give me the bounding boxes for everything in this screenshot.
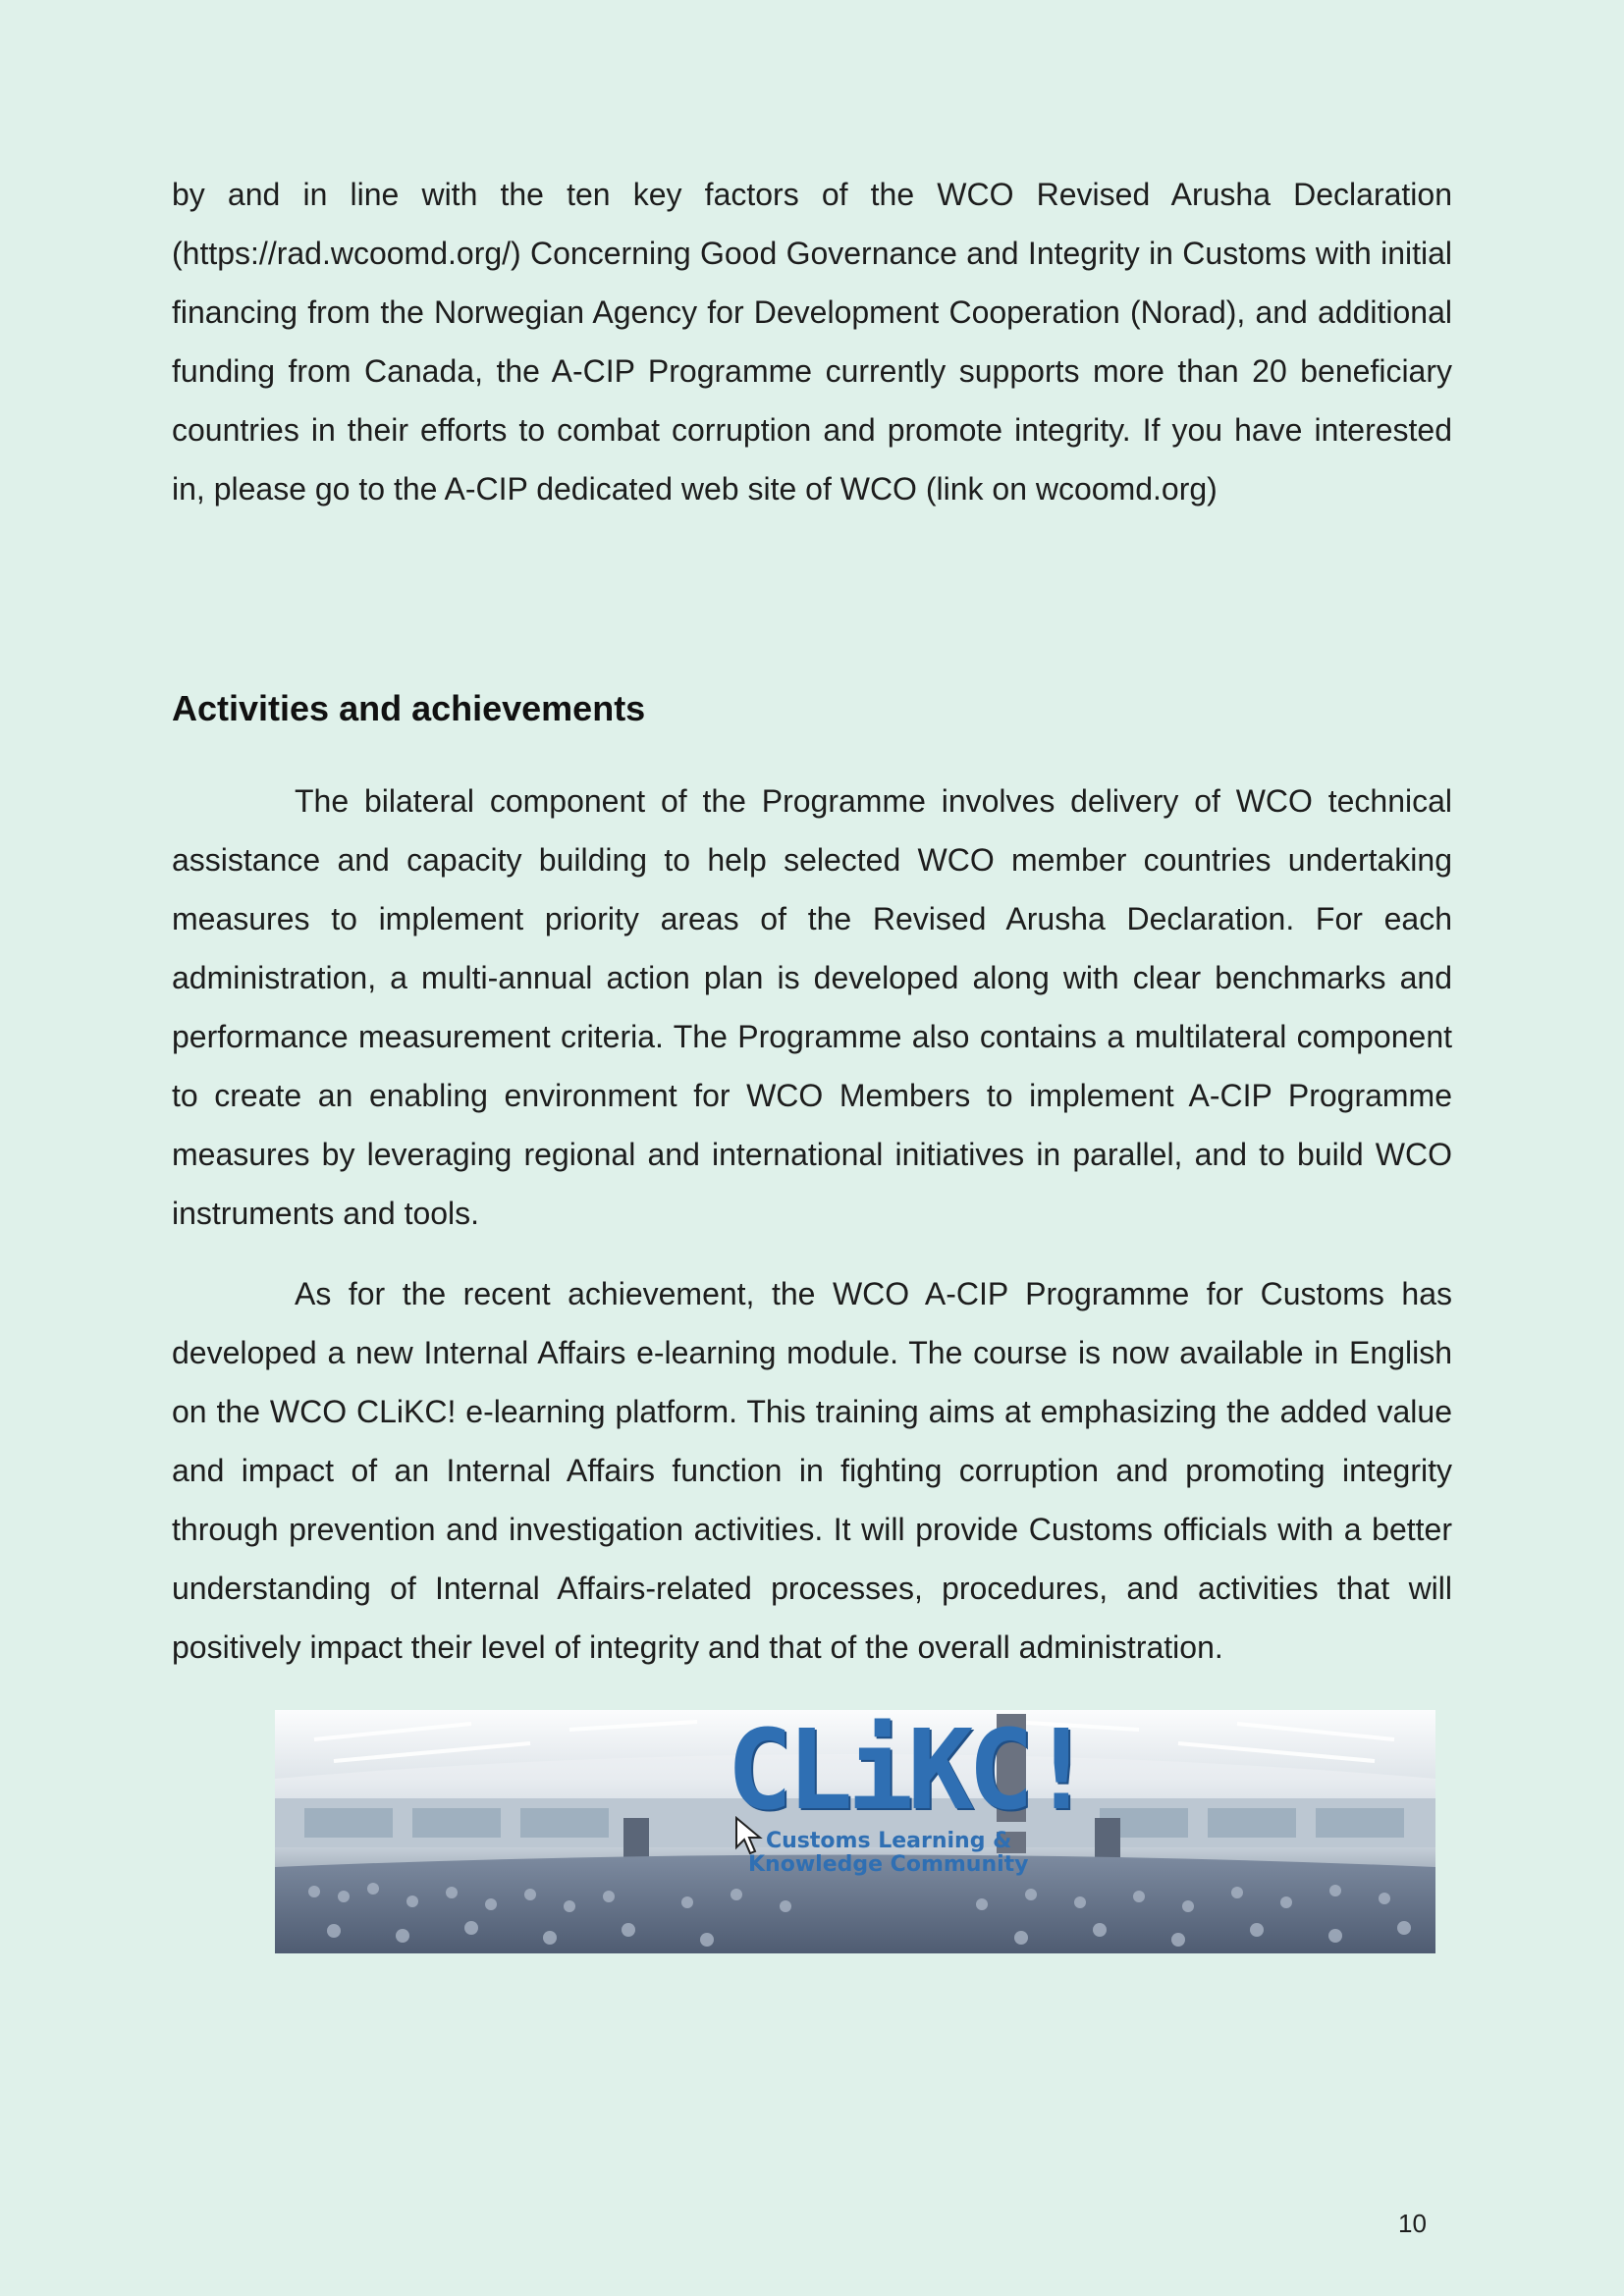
clikc-subtitle-line2: Knowledge Community bbox=[748, 1852, 1029, 1877]
achievement-paragraph: As for the recent achievement, the WCO A-CIP Programme for Customs has developed a new Internal Affairs e-learning module. The course is now available in English on the WCO CLiKC! e-learning platform. This training aims at emphasizing the added value and impact of an Internal Affairs function in fighting corruption and promoting integrity through prevention and investigation activities. It will provide Customs officials with a better understanding of Internal Affairs-related processes, procedures, and activities that will positively impact their level of integrity and that of the overall administration. bbox=[172, 1276, 1452, 1665]
clikc-logo-text: CLiKC! bbox=[727, 1710, 1089, 1835]
bilateral-paragraph: The bilateral component of the Programme involves delivery of WCO technical assistance and capacity building to help selected WCO member countries undertaking measures to implement priority areas of the Revised Arusha Declaration. For each administration, a multi-annual action plan is developed along with clear benchmarks and performance measurement criteria. The Programme also contains a multilateral component to create an enabling environment for WCO Members to implement A-CIP Programme measures by leveraging regional and international initiatives in parallel, and to build WCO instruments and tools. bbox=[172, 783, 1452, 1231]
intro-paragraph: by and in line with the ten key factors of the WCO Revised Arusha Declaration (https://rad.wcoomd.org/) Concerning Good Governance and Integrity in Customs with initial financing from the Norwegian Agency for Development Cooperation (Norad), and additional funding from Canada, the A-CIP Programme currently supports more than 20 beneficiary countries in their efforts to combat corruption and promote integrity. If you have interested in, please go to the A-CIP dedicated web site of WCO (link on wcoomd.org) bbox=[172, 177, 1452, 507]
clikc-subtitle-line1: Customs Learning & bbox=[766, 1829, 1012, 1853]
page-number: 10 bbox=[1398, 2209, 1427, 2238]
clikc-logo bbox=[727, 1710, 1089, 1887]
clikc-banner-image bbox=[275, 1710, 1435, 1953]
section-heading: Activities and achievements bbox=[172, 688, 646, 728]
